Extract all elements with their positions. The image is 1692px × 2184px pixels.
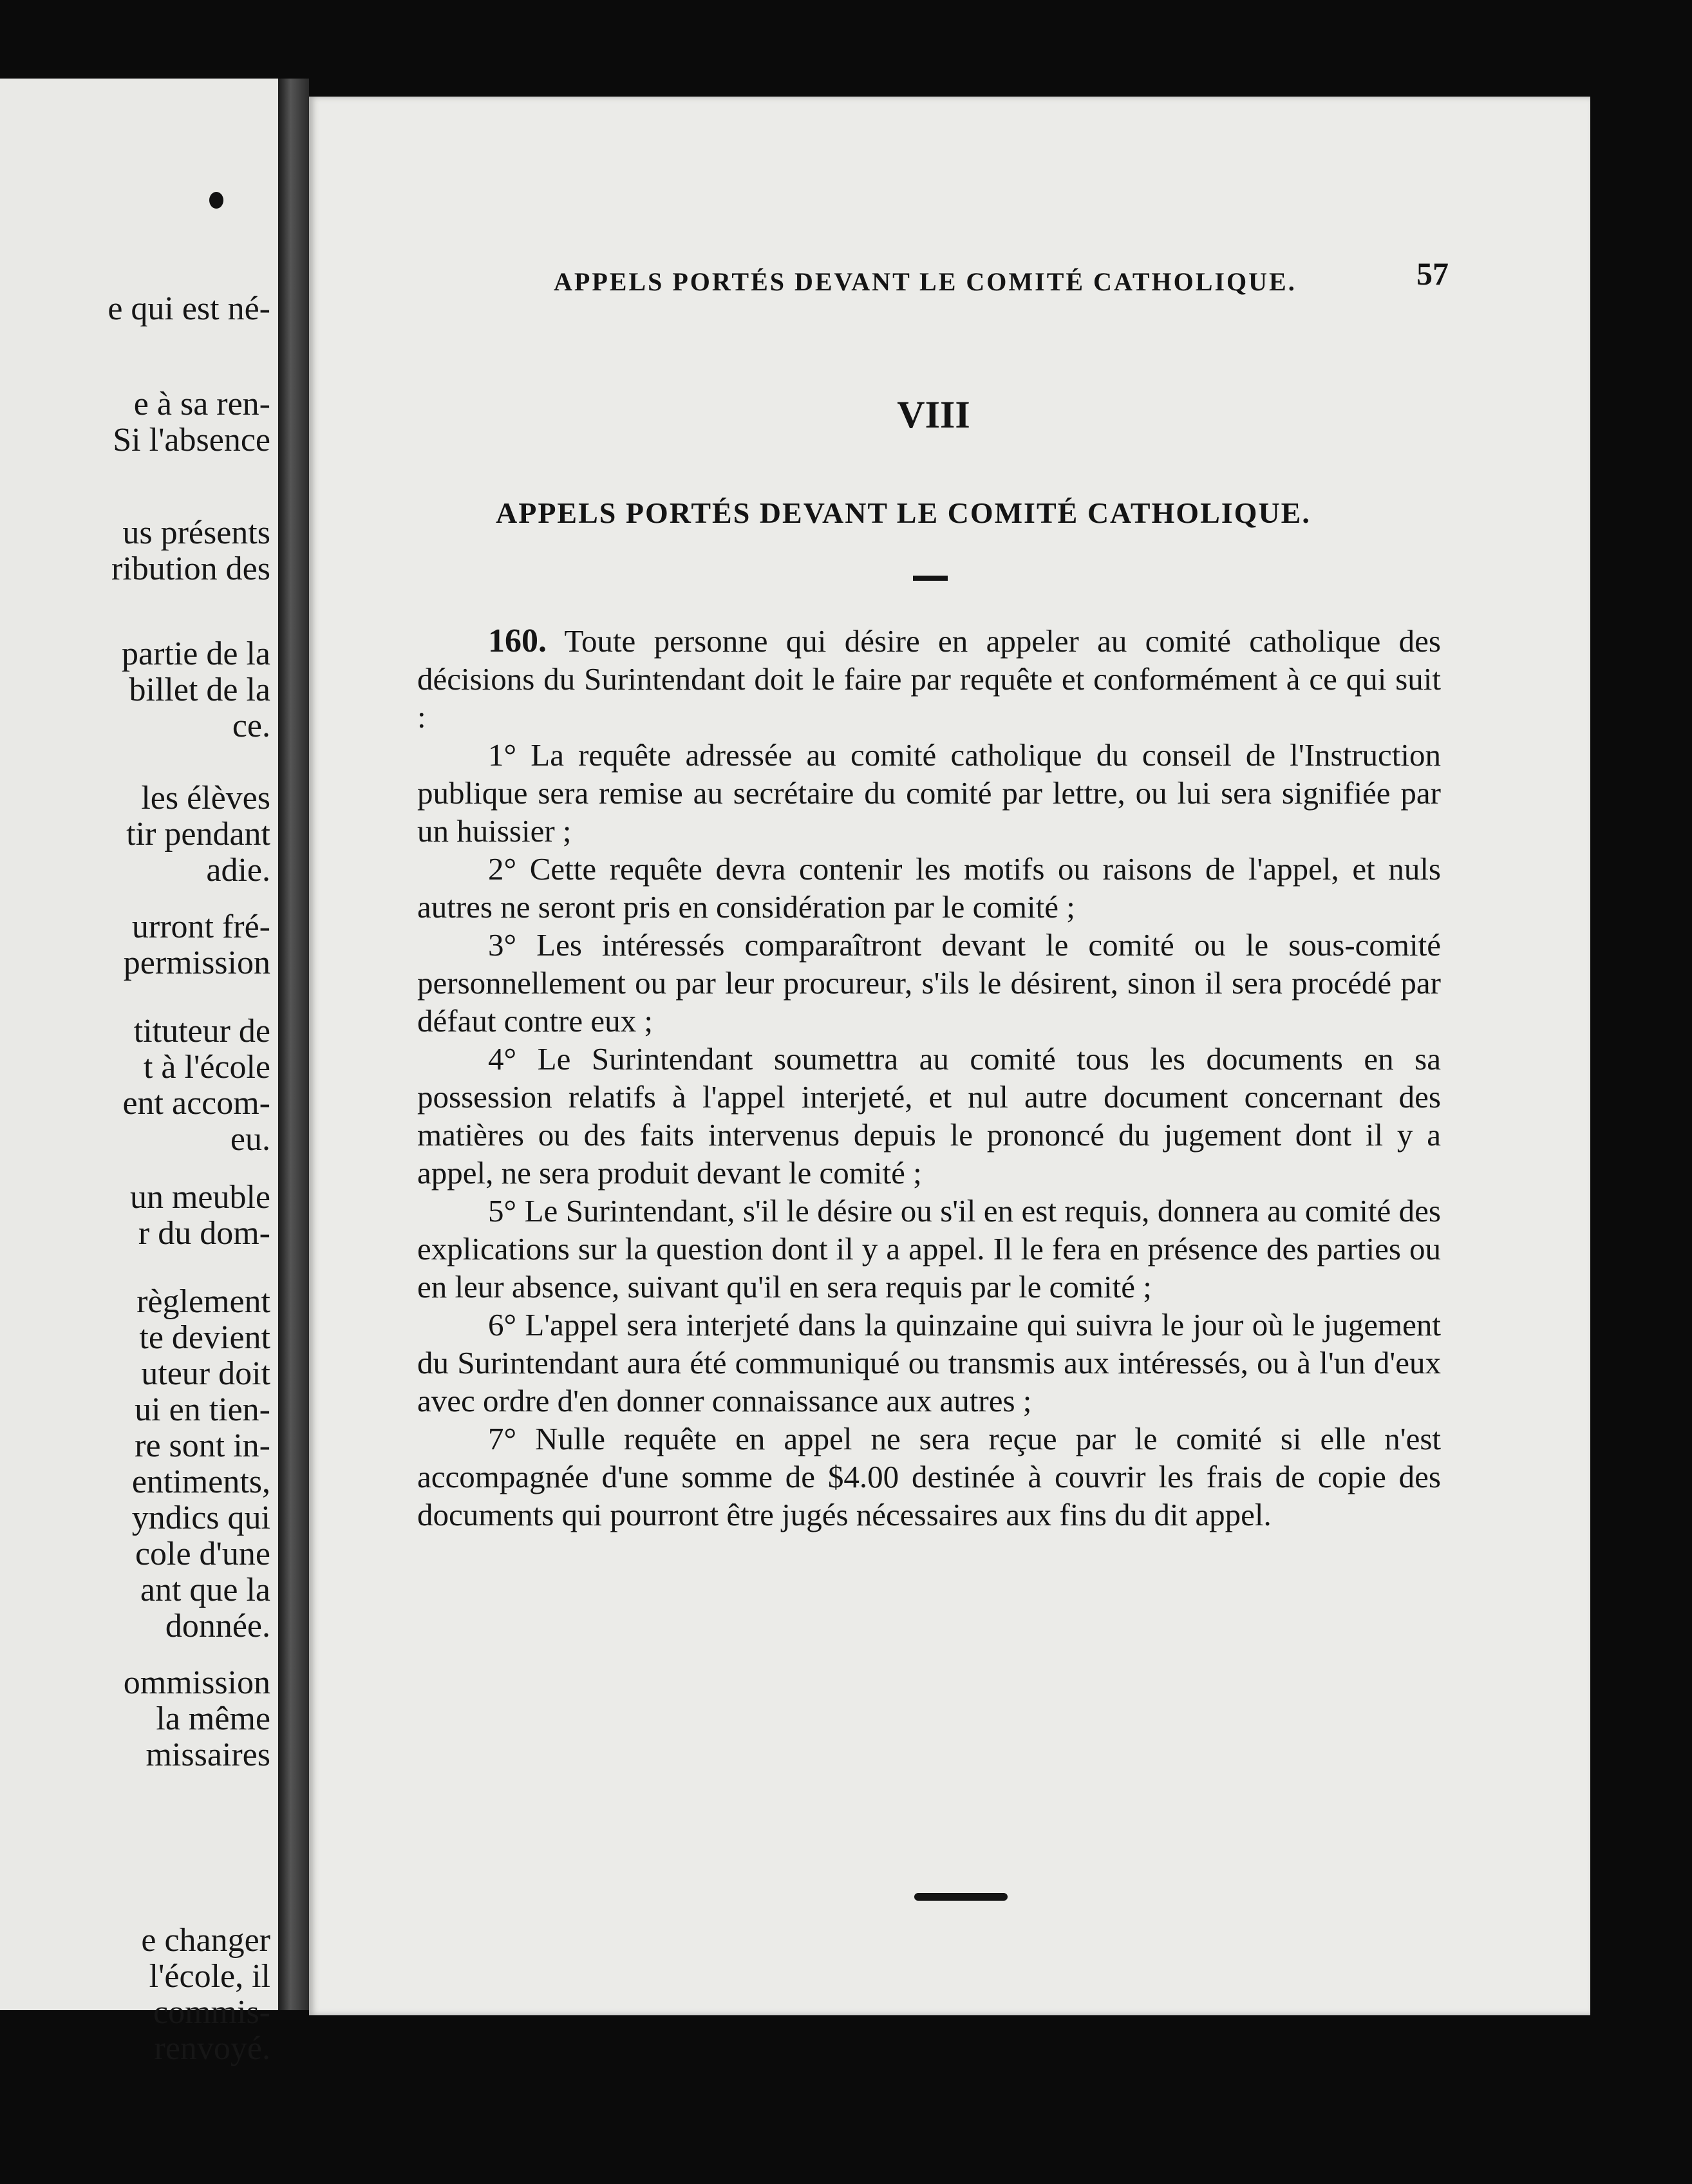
left-line: uteur doit	[141, 1355, 270, 1392]
article-number: 160.	[488, 623, 547, 659]
end-rule	[914, 1893, 1008, 1901]
left-line: ent accom-	[122, 1085, 270, 1122]
left-line: permission	[123, 945, 270, 981]
left-line: r du dom-	[138, 1215, 270, 1252]
article-item: 5° Le Surintendant, s'il le désire ou s'il en est requis, donnera au comité des explications sur la question dont il y a appel. Il le fera en présence des parties ou en leur absence, suivant qu'il en sera requis par le comité ;	[417, 1193, 1441, 1304]
left-line: entiments,	[131, 1464, 270, 1500]
left-line: commis-	[153, 1994, 270, 2031]
left-line: eu.	[230, 1121, 270, 1158]
title-rule	[913, 576, 948, 581]
article-intro-text: Toute personne qui désire en appeler au comité catholique des décisions du Surintendant doit le faire par requête et conformément à ce qui suit :	[417, 623, 1441, 735]
running-head: APPELS PORTÉS DEVANT LE COMITÉ CATHOLIQUE.	[554, 267, 1297, 296]
left-line: ant que la	[140, 1572, 270, 1608]
article-item: 3° Les intéressés comparaîtront devant le comité ou le sous-comité personnellement ou par leur procureur, s'ils le désirent, sinon il sera procédé par défaut contre eux ;	[417, 927, 1441, 1039]
left-line: renvoyé.	[154, 2030, 270, 2067]
left-line: donnée.	[165, 1608, 270, 1644]
article-item: 6° L'appel sera interjeté dans la quinzaine qui suivra le jour où le jugement du Surintendant aura été communiqué ou transmis aux intéressés, ou à l'un d'eux avec ordre d'en donner connaissance aux autres ;	[417, 1307, 1441, 1418]
left-line: adie.	[206, 852, 270, 889]
left-line: ribution des	[111, 551, 270, 587]
left-line: billet de la	[129, 672, 270, 708]
left-line: t à l'école	[143, 1049, 270, 1086]
section-title: APPELS PORTÉS DEVANT LE COMITÉ CATHOLIQUE.	[496, 496, 1311, 529]
left-page	[0, 79, 278, 2067]
chapter-number: VIII	[897, 393, 970, 436]
article-item: 1° La requête adressée au comité catholique du conseil de l'Instruction publique sera remise au secrétaire du comité par lettre, ou lui sera signifiée par un huissier ;	[417, 737, 1441, 849]
article-item: 2° Cette requête devra contenir les motifs ou raisons de l'appel, et nuls autres ne seront pris en considération par le comité ;	[417, 851, 1441, 925]
left-line: la même	[156, 1700, 270, 1737]
left-line: e qui est né-	[108, 290, 270, 327]
article-item: 4° Le Surintendant soumettra au comité tous les documents en sa possession relatifs à l'appel interjeté, et nul autre document concernant des matières ou des faits intervenus depuis le prononcé du jugement dont il y a appel, ne sera produit devant le comité ;	[417, 1041, 1441, 1191]
left-line: e changer	[141, 1922, 270, 1959]
article-intro	[417, 622, 1441, 736]
ink-dot	[209, 192, 223, 209]
left-line: règlement	[136, 1283, 270, 1320]
left-line: Si l'absence	[113, 422, 270, 458]
left-line: cole d'une	[135, 1536, 270, 1572]
left-line: un meuble	[129, 1179, 270, 1216]
left-line: ommission	[123, 1664, 270, 1701]
left-line: tituteur de	[133, 1013, 270, 1050]
left-line: missaires	[146, 1737, 270, 1773]
article-item: 7° Nulle requête en appel ne sera reçue par le comité si elle n'est accompagnée d'une somme de $4.00 destinée à couvrir les frais de copie des documents qui pourront être jugés nécessaires aux fins du dit appel.	[417, 1421, 1441, 1532]
book-gutter	[278, 79, 309, 2010]
left-line: te devient	[139, 1319, 270, 1356]
left-line: tir pendant	[126, 816, 270, 852]
left-line: e à sa ren-	[133, 386, 270, 422]
left-line: l'école, il	[149, 1958, 270, 1995]
page-number: 57	[1416, 256, 1449, 292]
article-body	[417, 622, 1441, 1534]
scan-border	[1590, 0, 1692, 2184]
left-line: yndics qui	[131, 1500, 270, 1536]
left-line: re sont in-	[135, 1427, 270, 1464]
left-line: ui en tien-	[135, 1391, 270, 1428]
left-line: partie de la	[122, 635, 270, 672]
left-line: urront fré-	[131, 908, 270, 945]
left-line: ce.	[232, 708, 270, 744]
left-line: us présents	[122, 514, 270, 551]
left-line: les élèves	[141, 780, 270, 816]
